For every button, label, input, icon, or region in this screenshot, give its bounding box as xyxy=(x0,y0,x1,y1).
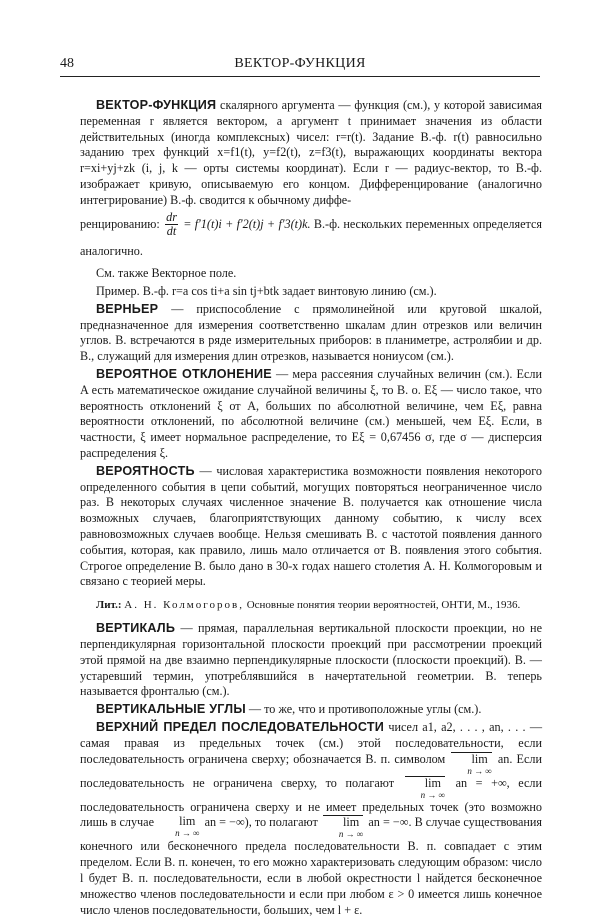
entry-text: an = −∞. В случае существования конечного или бесконечного предела последовательности В. п. совпадает с этим пределом. Если В. п. конечен, то его можно характеризовать следующим образом: число l будет В. п. последовательности, если в любой окрестности l найдется бесконечное множество членов последовательности и если при любом ε > 0 имеется лишь конечное число членов последовательности, больших, чем l + ε. xyxy=(80,815,543,917)
formula-tail: В.-ф. нескольких переменных определяется аналогично. xyxy=(80,216,542,259)
limsup-symbol xyxy=(405,776,445,800)
entry-term: ВЕРОЯТНОЕ ОТКЛОНЕНИЕ xyxy=(96,367,272,382)
header-rule xyxy=(60,76,540,77)
running-head: ВЕКТОР-ФУНКЦИЯ xyxy=(234,56,366,71)
formula-lead: ренцированию: xyxy=(80,216,160,231)
limsup-word: lim xyxy=(451,752,491,766)
fraction-denominator: dt xyxy=(166,224,177,239)
entry-vernier xyxy=(80,302,542,365)
entry-text: — прямая, параллельная вертикальной плоскости проекции, но не перпендикулярная горизонтальной плоскости проекций при рассмотрении проекций этой прямой на две взаимно перпендикулярные плоскости (плоскости проекций). В. — устаревший термин, употреблявшийся в начертательной геометрии. В. теперь называется фронталью (см.). xyxy=(80,621,542,699)
limsup-word: lim xyxy=(323,815,363,829)
page-header xyxy=(60,52,540,74)
entry-term: ВЕРТИКАЛЬ xyxy=(96,621,176,636)
literature-work: Основные понятия теории вероятностей, ОНТИ, М., 1936. xyxy=(246,599,521,612)
fraction-numerator: dr xyxy=(166,210,177,225)
lim-word: lim xyxy=(179,814,196,829)
entry-vertical xyxy=(80,621,542,700)
derivative-formula: = f′1(t)i + f′2(t)j + f′3(t)k. xyxy=(183,216,311,231)
derivative-fraction xyxy=(165,211,178,238)
entry-text: an. Если последовательность не ограничена сверху, то полагают xyxy=(80,751,543,790)
page-number: 48 xyxy=(60,56,74,71)
entry-term: ВЕКТОР-ФУНКЦИЯ xyxy=(96,98,217,112)
entry-text: — мера рассеяния случайных величин (см.). Если A есть математическое ожидание случайной величины ξ, то В. о. Eξ — число такое, что вероятность отклонений ξ от A, больших по абсолютной величине, чем Eξ, равна вероятности отклонений, по абсолютной величине (см.) меньшей, чем Eξ. Если, в частности, ξ имеет нормальное распределение, то Eξ = 0,67456 σ, где σ — дисперсия распределения ξ. xyxy=(80,367,543,461)
entry-probable-deviation xyxy=(80,367,542,462)
literature-author: А. Н. Колмогоров, xyxy=(124,599,244,612)
entry-vector-function xyxy=(80,98,542,209)
entry-term: ВЕРТИКАЛЬНЫЕ УГЛЫ xyxy=(96,702,246,717)
limsup-symbol xyxy=(451,752,491,776)
entry-term: ВЕРХНИЙ ПРЕДЕЛ ПОСЛЕДОВАТЕЛЬНОСТИ xyxy=(96,720,385,734)
lim-subscript: n → ∞ xyxy=(175,828,200,839)
entry-vertical-angles xyxy=(80,702,542,718)
example-line: Пример. В.-ф. r=a cos ti+a sin tj+btk задает винтовую линию (см.). xyxy=(96,284,437,299)
lim-symbol xyxy=(159,815,199,838)
entry-text: чисел a1, a2, . . . , an, . . . — самая правая из предельных точек (см.) этой последовательности, если последовательность ограничена сверху; обозначается В. п. символом xyxy=(80,720,543,766)
entry-text: скалярного аргумента — функция (см.), у которой зависимая переменная r является вектором, а аргумент t принимает значения из области действительных (иногда комплексных) чисел: r=r(t). Задание В.-ф. r(t) равносильно заданию трех функций x=f1(t), y=f2(t), z=f3(t), выражающих координаты вектора r=xi+yj+zk (i, j, k — орты системы координат). Если r — радиус-вектор, то В.-ф. изображает кривую, описываемую его концом. Дифференцирование (аналогично интегрирование) В.-ф. сводится к обычному диффе- xyxy=(80,98,542,207)
literature-reference xyxy=(80,598,542,612)
entry-term: ВЕРОЯТНОСТЬ xyxy=(96,463,195,478)
literature-label: Лит.: xyxy=(96,599,122,612)
limsup-symbol xyxy=(323,815,363,839)
entry-text: — приспособление с прямолинейной или круговой шкалой, предназначенное для измерения соответственно шкалам длин отрезков или величин углов. В. встречаются в ряде измерительных приборов: в планиметре, астролябии и др. В., служащий для измерения длин отрезков, называется нониусом (см.). xyxy=(80,301,542,364)
entry-term: ВЕРНЬЕР xyxy=(96,301,159,316)
entry-text: — числовая характеристика возможности появления некоторого определенного события в цепи событий, могущих повторяться неограниченное число раз. В некоторых случаях численное значение В. получается как отношение числа возможных случаев, благоприятствующих данному событию, к числу всех равновозможных случаев вообще. Нельзя смешивать В. с частотой появления данного события, которая, как правило, лишь мало отличается от В. появления этого события. Строгое определение В. было дано в 30-х годах нашего столетия А. Н. Колмогоровым и связано с теорией меры. xyxy=(80,463,543,589)
page-body xyxy=(80,98,542,920)
differentiation-formula-line xyxy=(80,211,542,265)
entry-text: an = −∞), то полагают xyxy=(204,815,318,830)
entry-upper-limit xyxy=(80,720,542,918)
entry-probability xyxy=(80,464,542,590)
limsup-subscript: n → ∞ xyxy=(338,829,364,840)
entry-text: an = +∞, если последовательность ограничена сверху и не имеет предельных точек (это возможно лишь в случае xyxy=(80,775,543,830)
entry-text: — то же, что и противоположные углы (см.). xyxy=(248,702,482,717)
see-also-line: См. также Векторное поле. xyxy=(96,266,237,281)
limsup-subscript: n → ∞ xyxy=(420,789,446,800)
limsup-subscript: n → ∞ xyxy=(467,765,492,776)
limsup-word: lim xyxy=(405,776,445,790)
